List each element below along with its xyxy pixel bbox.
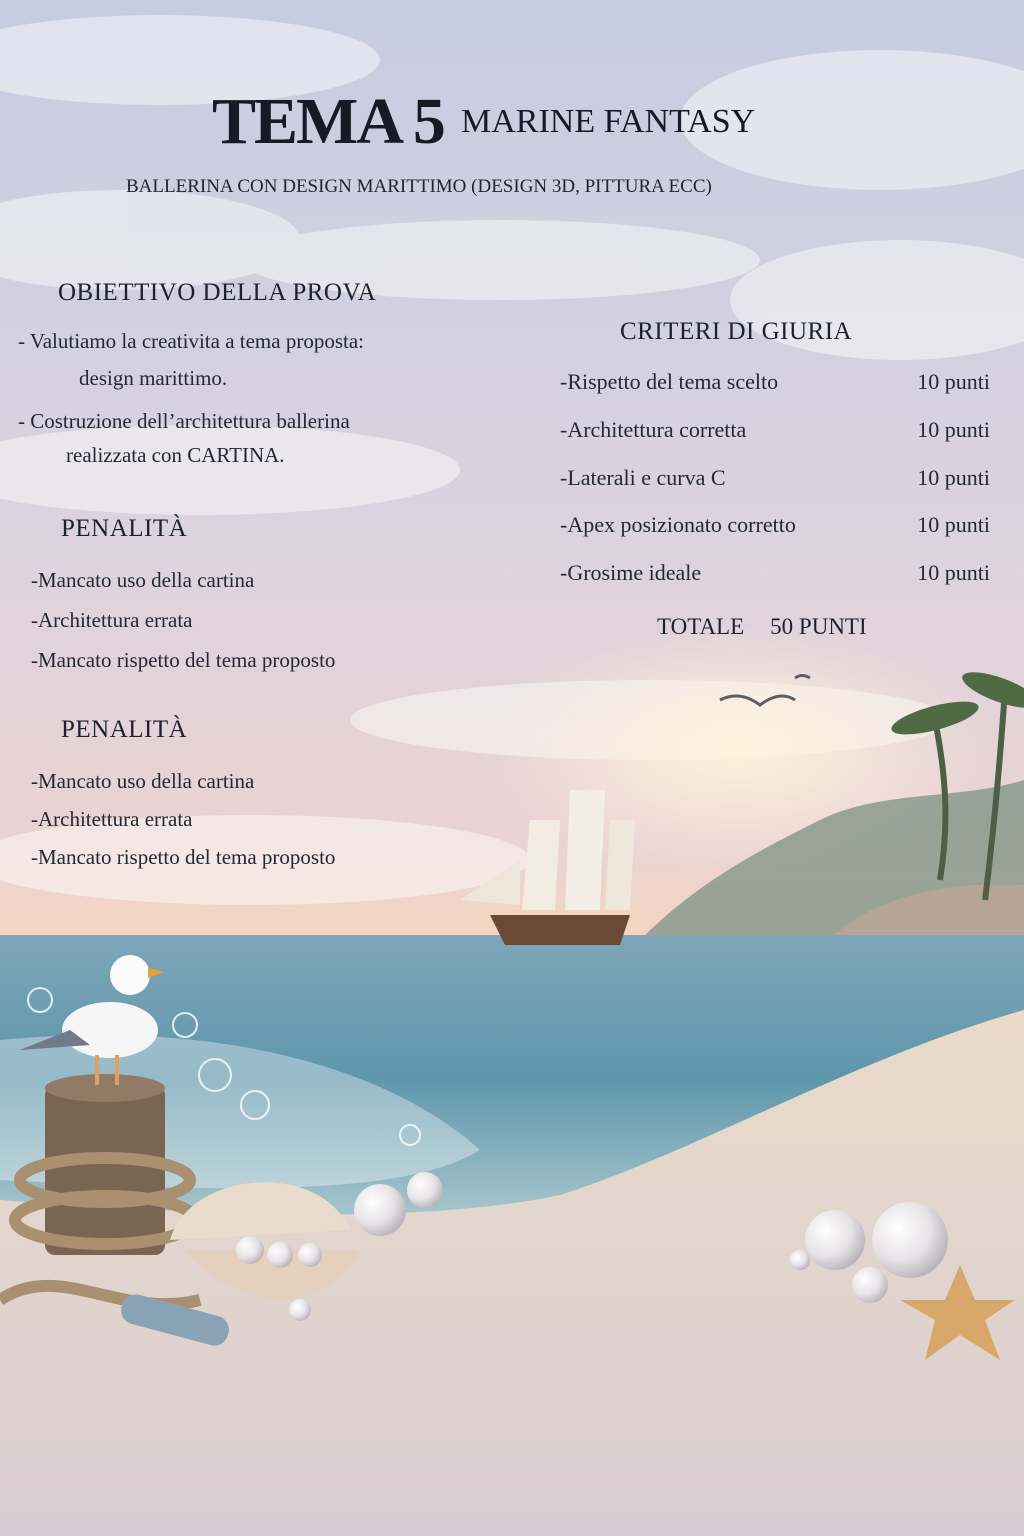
- page-tagline: BALLERINA CON DESIGN MARITTIMO (DESIGN 3D, PITTURA ECC): [126, 176, 712, 197]
- criteri-points: 10 punti: [917, 369, 990, 394]
- obiettivo-item-2-line2: realizzata con CARTINA.: [66, 443, 285, 467]
- criteri-row: [560, 560, 990, 590]
- criteri-points: 10 punti: [917, 512, 990, 537]
- criteri-label: -Apex posizionato corretto: [560, 512, 796, 537]
- criteri-points: 10 punti: [917, 417, 990, 442]
- penalita-1-item-3: -Mancato rispetto del tema proposto: [31, 648, 336, 672]
- criteri-total: [657, 614, 867, 640]
- penalita-heading-1: PENALITÀ: [61, 515, 188, 542]
- criteri-label: -Laterali e curva C: [560, 465, 726, 490]
- criteri-heading: CRITERI DI GIURIA: [620, 318, 853, 345]
- obiettivo-item-2-line1: - Costruzione dell’architettura ballerina: [18, 409, 350, 433]
- penalita-2-item-3: -Mancato rispetto del tema proposto: [31, 845, 336, 869]
- criteri-row: [560, 417, 990, 447]
- page-title: TEMA 5: [212, 85, 444, 158]
- obiettivo-item-1-line1: - Valutiamo la creativita a tema proposta:: [18, 329, 364, 353]
- criteri-row: [560, 369, 990, 399]
- penalita-1-item-2: -Architettura errata: [31, 608, 193, 632]
- obiettivo-heading: OBIETTIVO DELLA PROVA: [58, 279, 377, 306]
- penalita-2-item-1: -Mancato uso della cartina: [31, 769, 255, 793]
- penalita-heading-2: PENALITÀ: [61, 716, 188, 743]
- obiettivo-item-1-line2: design marittimo.: [79, 366, 228, 390]
- criteri-row: [560, 465, 990, 495]
- total-label: TOTALE: [657, 614, 745, 639]
- criteri-points: 10 punti: [917, 560, 990, 585]
- criteri-label: -Architettura corretta: [560, 417, 747, 442]
- criteri-row: [560, 512, 990, 542]
- total-value: 50 PUNTI: [770, 614, 867, 639]
- criteri-label: -Rispetto del tema scelto: [560, 369, 779, 394]
- criteri-points: 10 punti: [917, 465, 990, 490]
- penalita-1-item-1: -Mancato uso della cartina: [31, 568, 255, 592]
- page-subtitle: MARINE FANTASY: [461, 103, 756, 140]
- criteri-label: -Grosime ideale: [560, 560, 702, 585]
- penalita-2-item-2: -Architettura errata: [31, 807, 193, 831]
